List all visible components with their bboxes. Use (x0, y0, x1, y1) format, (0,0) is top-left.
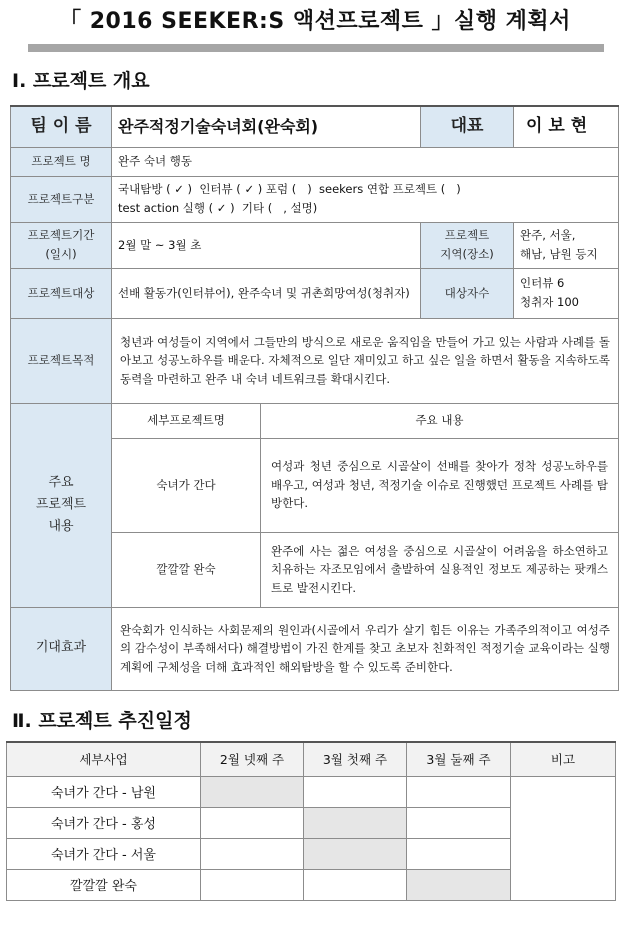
project-name-value: 완주 숙녀 행동 (112, 147, 619, 176)
project-type-label: 프로젝트구분 (11, 176, 112, 222)
overview-table (10, 105, 619, 691)
schedule-header-week-2: 3월 첫째 주 (304, 742, 407, 776)
project-period-label: 프로젝트기간 (일시) (11, 222, 112, 268)
schedule-week-cell (407, 776, 511, 807)
expected-effect-value: 완숙회가 인식하는 사회문제의 원인과(시골에서 우리가 살기 힘든 이유는 가족주의적이고 여성주의 감수성이 부족해서다) 해결방법이 가진 한계를 찾고 초보자 친화적인 적정기술 교육이라는 실행계획에 구체성을 더해 효과적인 해외탐방을 할 수 있도록 준비한다. (112, 607, 619, 690)
section-schedule-heading: Ⅱ. 프로젝트 추진일정 (12, 710, 192, 732)
schedule-row (7, 776, 616, 807)
schedule-task-name: 숙녀가 간다 - 남원 (7, 776, 201, 807)
purpose-row (11, 318, 619, 403)
effect-row (11, 607, 619, 690)
project-target-value: 선배 활동가(인터뷰어), 완주숙녀 및 귀촌희망여성(청취자) (112, 268, 421, 318)
expected-effect-label: 기대효과 (11, 607, 112, 690)
project-name-row (11, 147, 619, 176)
schedule-header-task: 세부사업 (7, 742, 201, 776)
target-row (11, 268, 619, 318)
subproject-description: 완주에 사는 젊은 여성을 중심으로 시골살이 어려움을 하소연하고 치유하는 자조모임에서 출발하여 실용적인 정보도 제공하는 팟캐스트로 발전시킨다. (261, 532, 619, 607)
target-count-value: 인터뷰 6 청취자 100 (514, 268, 619, 318)
schedule-week-cell (201, 776, 304, 807)
subproject-name: 깔깔깔 완숙 (112, 532, 261, 607)
schedule-header-week-3: 3월 둘째 주 (407, 742, 511, 776)
subproject-content-header: 주요 내용 (261, 403, 619, 438)
document-title: 「 2016 SEEKER:S 액션프로젝트 」실행 계획서 (59, 9, 571, 34)
schedule-week-cell (304, 807, 407, 838)
subproject-header-row (11, 403, 619, 438)
main-content-label: 주요 프로젝트 내용 (11, 403, 112, 607)
representative-value: 이 보 현 (514, 106, 619, 147)
schedule-week-cell (201, 838, 304, 869)
project-purpose-value: 청년과 여성들이 지역에서 그들만의 방식으로 새로운 움직임을 만들어 가고 있는 사람과 사례를 돌아보고 성공노하우를 배운다. 자체적으로 일단 재미있고 하고 싶은 일을 하면서 활동을 지속하도록 동력을 마련하고 완주 내 숙녀 네트워크를 확대시킨다. (112, 318, 619, 403)
project-purpose-label: 프로젝트목적 (11, 318, 112, 403)
schedule-table (6, 741, 616, 901)
schedule-week-cell (201, 869, 304, 900)
schedule-week-cell (304, 776, 407, 807)
schedule-task-name: 숙녀가 간다 - 홍성 (7, 807, 201, 838)
schedule-task-name: 깔깔깔 완숙 (7, 869, 201, 900)
schedule-week-cell (407, 869, 511, 900)
subproject-description: 여성과 청년 중심으로 시골살이 선배를 찾아가 정착 성공노하우를 배우고, 여성과 청년, 적정기술 이슈로 진행했던 프로젝트 사례를 탐방한다. (261, 438, 619, 532)
team-name-label: 팀 이 름 (11, 106, 112, 147)
project-type-line-2: test action 실행 ( ✓ ) 기타 ( , 설명) (118, 201, 318, 215)
team-row (11, 106, 619, 147)
schedule-week-cell (304, 869, 407, 900)
subproject-name-header: 세부프로젝트명 (112, 403, 261, 438)
project-type-line-1: 국내탐방 ( ✓ ) 인터뷰 ( ✓ ) 포럼 ( ) seekers 연합 프로젝트 ( ) (118, 182, 461, 197)
schedule-week-cell (201, 807, 304, 838)
project-region-label: 프로젝트 지역(장소) (421, 222, 514, 268)
project-period-value: 2월 말 ~ 3월 초 (112, 222, 421, 268)
project-region-value: 완주, 서울, 해남, 남원 등지 (514, 222, 619, 268)
schedule-week-cell (304, 838, 407, 869)
project-type-row (11, 176, 619, 222)
subproject-name: 숙녀가 간다 (112, 438, 261, 532)
section-overview-heading: Ⅰ. 프로젝트 개요 (12, 70, 150, 92)
schedule-header-week-1: 2월 넷째 주 (201, 742, 304, 776)
title-underline-bar (28, 44, 604, 52)
schedule-header-note: 비고 (511, 742, 616, 776)
target-count-label: 대상자수 (421, 268, 514, 318)
schedule-note-cell (511, 776, 616, 900)
schedule-task-name: 숙녀가 간다 - 서울 (7, 838, 201, 869)
project-type-value (112, 176, 619, 222)
project-target-label: 프로젝트대상 (11, 268, 112, 318)
team-name-value: 완주적정기술숙녀회(완숙회) (112, 106, 421, 147)
project-name-label: 프로젝트 명 (11, 147, 112, 176)
representative-label: 대표 (421, 106, 514, 147)
schedule-week-cell (407, 838, 511, 869)
schedule-header-row (7, 742, 616, 776)
period-row (11, 222, 619, 268)
schedule-week-cell (407, 807, 511, 838)
